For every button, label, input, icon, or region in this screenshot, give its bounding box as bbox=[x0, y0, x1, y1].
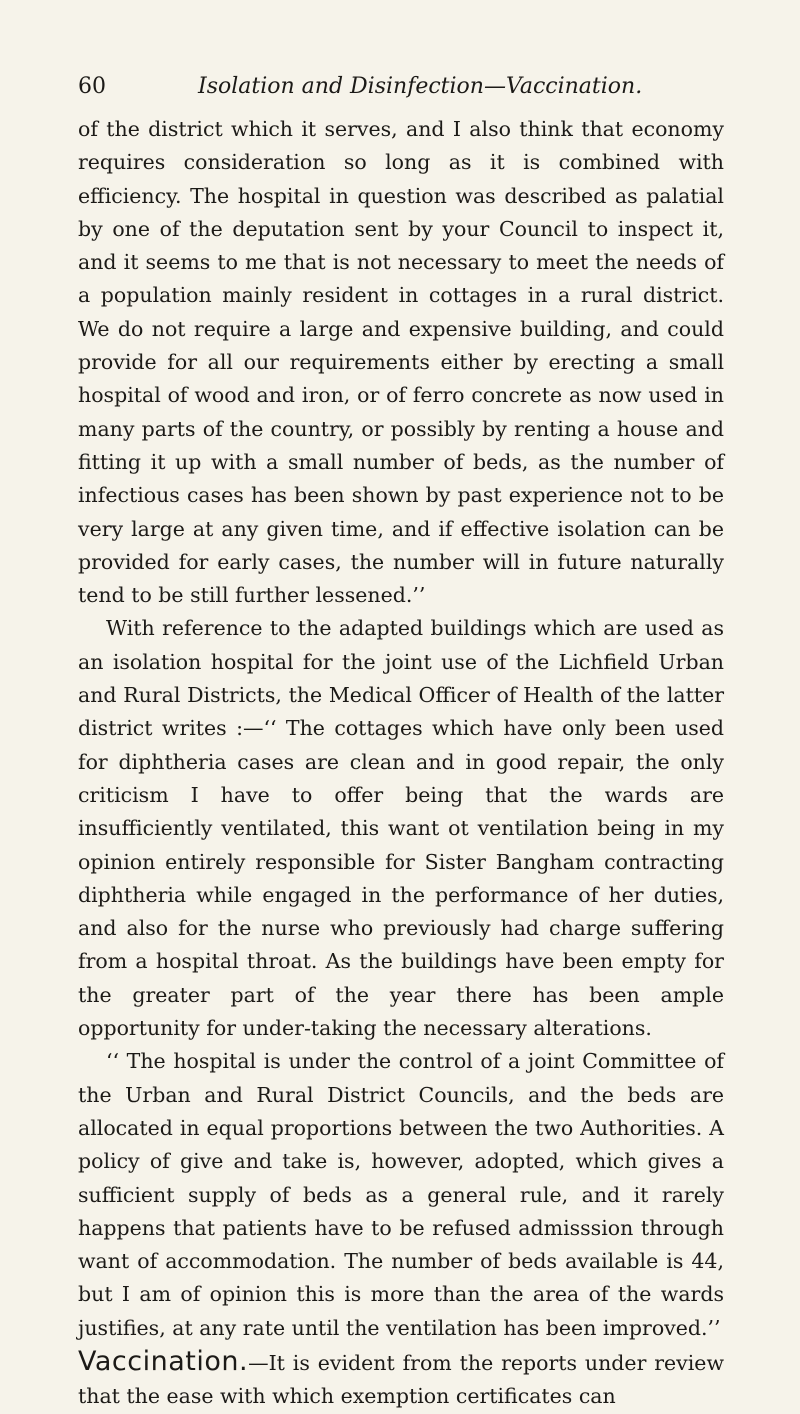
running-title: Isolation and Disinfection—Vaccination. bbox=[198, 74, 643, 99]
body-text bbox=[78, 113, 724, 1414]
page-header bbox=[78, 66, 738, 106]
paragraph-vaccination bbox=[78, 1345, 724, 1414]
paragraph-joint-committee: ‘‘ The hospital is under the control of a joint Committee of the Urban and Rural District Councils, and the beds are allocated in equal proportions between the two Authorities. A policy of give and take is, however, adopted, which gives a sufficient supply of beds as a general rule, and it rarely happens that patients have to be refused admisssion through want of accommodation. The number of beds available is 44, but I am of opinion this is more than the area of the wards justifies, at any rate until the ventilation has been improved.’’ bbox=[78, 1049, 724, 1340]
paragraph-economy: of the district which it serves, and I also think that economy requires consideration so long as it is combined with efficiency. The hospital in question was described as palatial by one of the deputation sent by your Council to inspect it, and it seems to me that is not necessary to meet the needs of a population mainly resident in cottages in a rural district. We do not require a large and expensive building, and could provide for all our requirements either by erecting a small hospital of wood and iron, or of ferro concrete as now used in many parts of the country, or possibly by renting a house and fitting it up with a small number of beds, as the number of infectious cases has been shown by past experience not to be very large at any given time, and if effective isolation can be provided for early cases, the number will in future naturally tend to be still further lessened.’’ bbox=[78, 117, 724, 608]
section-heading-vaccination: Vaccination. bbox=[78, 1345, 249, 1377]
paragraph-lichfield-hospital: With reference to the adapted buildings which are used as an isolation hospital for the joint use of the Lichfield Urban and Rural Districts, the Medical Officer of Health of the latter district writes :—‘‘ The cottages which have only been used for diphtheria cases are clean and in good repair, the only criticism I have to offer being that the wards are insufficiently ventilated, this want ot ventilation being in my opinion entirely responsible for Sister Bangham contracting diphtheria while engaged in the performance of her duties, and also for the nurse who previously had charge suffering from a hospital throat. As the buildings have been empty for the greater part of the year there has been ample opportunity for under-taking the necessary alterations. bbox=[78, 616, 724, 1041]
page-number: 60 bbox=[78, 74, 106, 99]
vaccination-text: —It is evident from the reports under review that the ease with which exemption certificates can bbox=[78, 1350, 724, 1409]
